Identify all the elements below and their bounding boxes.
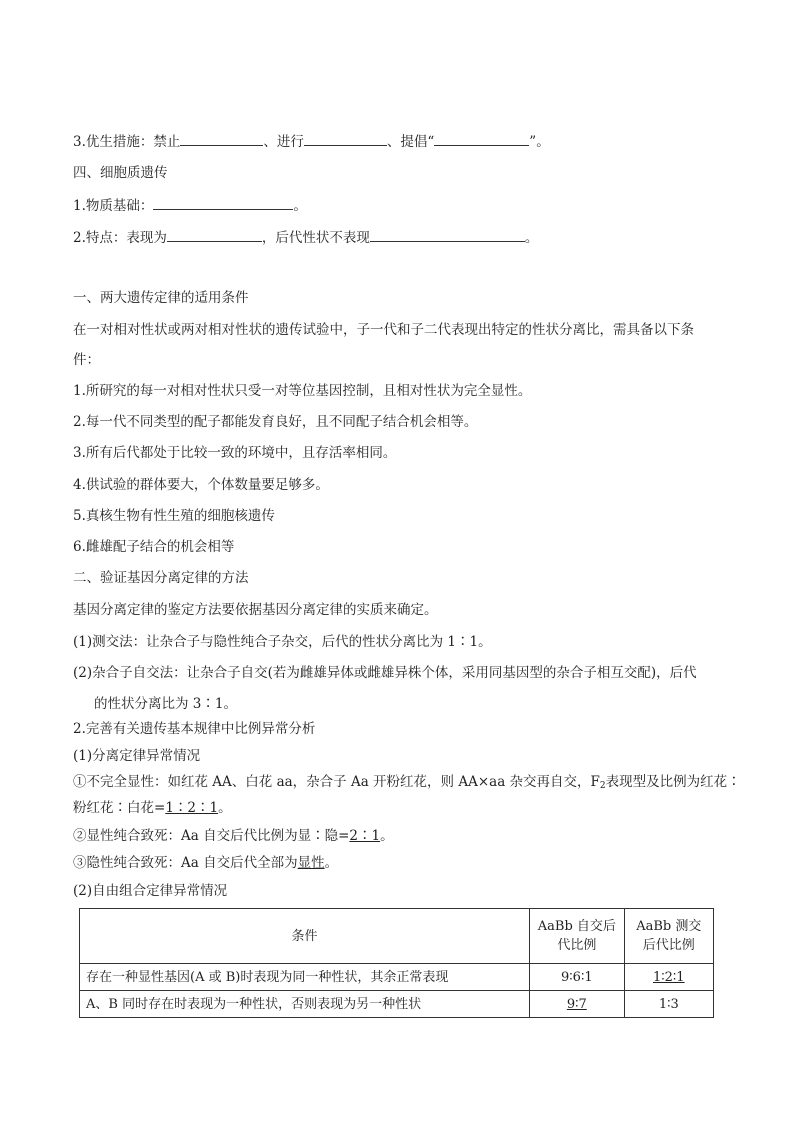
condition-1: 1.所研究的每一对相对性状只受一对等位基因控制，且相对性状为完全显性。 — [73, 383, 532, 399]
p2-heading: 二、验证基因分离定律的方法 — [73, 570, 249, 586]
condition-4: 4.供试验的群体要大，个体数量要足够多。 — [73, 477, 329, 493]
inc-line1-pre: ①不完全显性：如红花 AA、白花 aa，杂合子 Aa 开粉红花，则 AA×aa 杂交再自交，F — [73, 774, 600, 790]
condition-5: 5.真核生物有性生殖的细胞核遗传 — [73, 508, 275, 524]
inc-line2-pre: 粉红花∶白花= — [73, 800, 166, 816]
row-2-testcross: 1∶3 — [624, 991, 713, 1018]
rec-answer: 显性 — [297, 855, 325, 871]
inc-sub: 2 — [599, 781, 606, 791]
s3-line — [73, 131, 550, 152]
condition-2: 2.每一代不同类型的配子都能发育良好，且不同配子结合机会相等。 — [73, 414, 478, 430]
ratio-table — [79, 908, 714, 1018]
blank-4 — [153, 195, 293, 210]
s3-mid2: 、提倡“ — [386, 134, 435, 150]
method-2-line-1: (2)杂合子自交法：让杂合子自交(若为雌雄异体或雌雄异株个体，采用同基因型的杂合子相互交配)，后代 — [73, 665, 697, 681]
s4-1-suffix: 。 — [293, 198, 307, 214]
inc-line2-post: 。 — [218, 800, 232, 816]
rec-post: 。 — [324, 855, 339, 871]
s4-1-line — [73, 195, 307, 216]
dom-pre: ②显性纯合致死：Aa 自交后代比例为显∶隐= — [73, 828, 350, 844]
p2-intro: 基因分离定律的鉴定方法要依据基因分离定律的实质来确定。 — [73, 602, 438, 618]
blank-6 — [370, 227, 525, 242]
blank-2 — [304, 131, 387, 146]
row-1-selfcross: 9∶6∶1 — [530, 964, 624, 991]
a2-2-heading: (2)自由组合定律异常情况 — [73, 883, 228, 899]
condition-3: 3.所有后代都处于比较一致的环境中，且存活率相同。 — [73, 445, 397, 461]
a2-1-heading: (1)分离定律异常情况 — [73, 748, 201, 764]
inc-line1-post: 表现型及比例为红花∶ — [605, 774, 741, 790]
blank-3 — [434, 131, 529, 146]
method-2-line-2: 的性状分离比为 3∶1。 — [94, 696, 237, 712]
s4-2-mid: ，后代性状不表现 — [261, 230, 370, 246]
dominant-lethal-line — [73, 826, 394, 846]
s3-mid1: 、进行 — [263, 134, 304, 150]
s4-heading: 四、细胞质遗传 — [73, 165, 168, 181]
s4-1-prefix: 1.物质基础： — [73, 198, 154, 214]
row-2-selfcross: 9∶7 — [530, 991, 624, 1018]
table-row — [80, 991, 714, 1018]
row-1-testcross: 1∶2∶1 — [624, 964, 713, 991]
rec-pre: ③隐性纯合致死：Aa 自交后代全部为 — [73, 855, 298, 871]
p1-heading: 一、两大遗传定律的适用条件 — [73, 290, 249, 306]
row-1-condition: 存在一种显性基因(A 或 B)时表现为同一种性状，其余正常表现 — [80, 964, 530, 991]
header-condition: 条件 — [80, 909, 530, 964]
inc-answer: 1∶2∶1 — [165, 800, 219, 816]
s3-suffix: ”。 — [529, 134, 550, 150]
incomplete-dominance-line-1 — [73, 772, 741, 796]
method-1: (1)测交法：让杂合子与隐性纯合子杂交，后代的性状分离比为 1∶1。 — [73, 634, 492, 650]
a2-heading: 2.完善有关遗传基本规律中比例异常分析 — [73, 721, 316, 737]
s4-2-suffix: 。 — [524, 230, 539, 246]
dom-post: 。 — [380, 828, 394, 844]
header-testcross: AaBb 测交后代比例 — [624, 909, 713, 964]
header-selfcross: AaBb 自交后代比例 — [530, 909, 624, 964]
row-2-condition: A、B 同时存在时表现为一种性状，否则表现为另一种性状 — [80, 991, 530, 1018]
p1-intro-1: 在一对相对性状或两对相对性状的遗传试验中，子一代和子二代表现出特定的性状分离比，需具备以下条 — [73, 322, 694, 338]
condition-6: 6.雌雄配子结合的机会相等 — [73, 539, 235, 555]
dom-answer: 2∶1 — [349, 828, 381, 844]
recessive-lethal-line — [73, 853, 338, 873]
blank-1 — [180, 131, 263, 146]
blank-5 — [167, 227, 262, 242]
table-row — [80, 964, 714, 991]
p1-intro-2: 件： — [73, 352, 100, 368]
s3-prefix: 3.优生措施：禁止 — [73, 134, 181, 150]
table-header-row — [80, 909, 714, 964]
s4-2-line — [73, 227, 538, 248]
s4-2-prefix: 2.特点：表现为 — [73, 230, 167, 246]
incomplete-dominance-line-2 — [73, 798, 232, 818]
